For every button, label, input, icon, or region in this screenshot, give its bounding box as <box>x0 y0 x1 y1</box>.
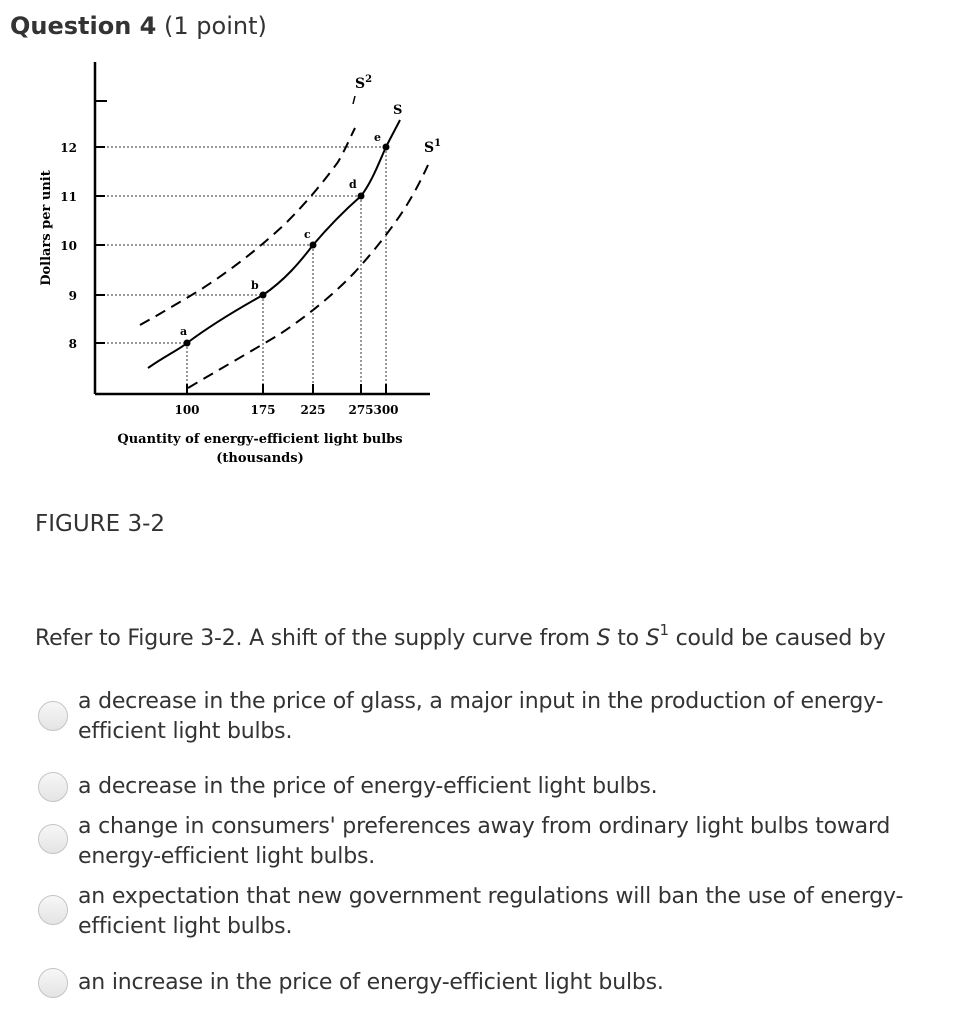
y-tick-label-12: 12 <box>60 141 77 155</box>
y-tick-label-11: 11 <box>60 190 77 204</box>
answer-option-2[interactable] <box>38 772 958 802</box>
point-b <box>260 292 267 299</box>
radio-button[interactable] <box>38 701 68 731</box>
point-label-c: c <box>304 228 311 241</box>
point-label-b: b <box>251 279 259 292</box>
y-tick-label-8: 8 <box>68 337 77 351</box>
answer-option-5[interactable] <box>38 968 958 998</box>
prompt-text-after: could be caused by <box>668 626 886 651</box>
point-d <box>358 193 365 200</box>
answer-label: a decrease in the price of energy-efficient light bulbs. <box>78 774 658 799</box>
curve-label-s2: $S^2$ <box>355 74 373 92</box>
answer-option-1[interactable] <box>38 687 958 747</box>
point-label-e: e <box>374 131 381 144</box>
prompt-to: to <box>610 626 646 651</box>
prompt-text-before: Refer to Figure 3-2. A shift of the supply curve from <box>35 626 597 651</box>
y-axis-label: Dollars per unit <box>39 170 54 286</box>
supply-curve-figure <box>0 45 470 485</box>
point-label-d: d <box>349 178 357 191</box>
prompt-s1: S <box>645 626 660 651</box>
y-tick-label-9: 9 <box>68 289 77 303</box>
point-a <box>184 340 191 347</box>
answer-label: a decrease in the price of glass, a major input in the production of energy-efficient light bulbs. <box>78 689 884 744</box>
radio-button[interactable] <box>38 772 68 802</box>
answer-label: an increase in the price of energy-efficient light bulbs. <box>78 970 664 995</box>
radio-button[interactable] <box>38 895 68 925</box>
point-e <box>383 144 390 151</box>
x-tick-label-300: 300 <box>373 403 399 417</box>
radio-button[interactable] <box>38 824 68 854</box>
question-title: Question 4 <box>10 12 157 40</box>
question-points: (1 point) <box>164 12 267 40</box>
x-tick-label-100: 100 <box>174 403 200 417</box>
prompt-s1-sup: 1 <box>659 621 669 639</box>
x-tick-label-175: 175 <box>250 403 276 417</box>
point-c <box>310 242 317 249</box>
figure-caption: FIGURE 3-2 <box>35 511 166 537</box>
prompt-s: S <box>596 626 611 651</box>
answer-label: a change in consumers' preferences away from ordinary light bulbs toward energy-efficient light bulbs. <box>78 814 891 869</box>
question-prompt <box>35 621 886 651</box>
x-axis-label: Quantity of energy-efficient light bulbs <box>117 432 403 447</box>
curve-label-s1: $S^1$ <box>424 138 442 156</box>
answer-option-3[interactable] <box>38 812 958 872</box>
curve-label-s: S <box>393 103 403 118</box>
answer-label: an expectation that new government regulations will ban the use of energy-efficient light bulbs. <box>78 884 904 939</box>
answer-option-4[interactable] <box>38 882 958 942</box>
y-tick-label-10: 10 <box>60 239 77 253</box>
x-axis-sublabel: (thousands) <box>216 451 304 466</box>
point-label-a: a <box>180 325 188 338</box>
x-tick-label-225: 225 <box>300 403 326 417</box>
curve-label-s2-pointer <box>353 96 355 104</box>
x-tick-label-275: 275 <box>348 403 374 417</box>
supply-chart <box>0 45 470 485</box>
radio-button[interactable] <box>38 968 68 998</box>
question-header <box>10 12 267 40</box>
curve-s1 <box>188 165 428 388</box>
